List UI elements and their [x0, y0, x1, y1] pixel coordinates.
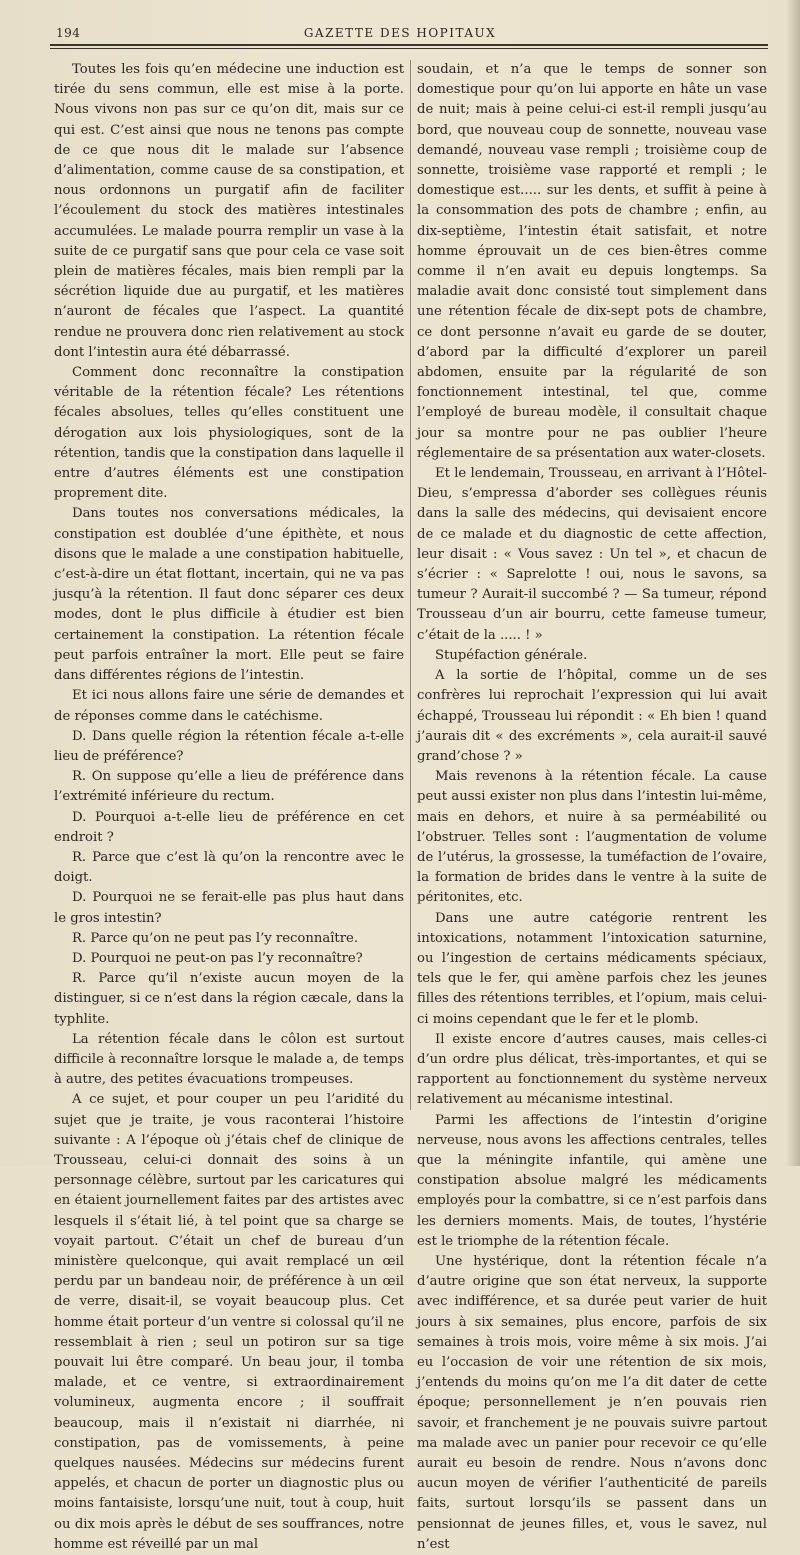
- paragraph: R. On suppose qu’elle a lieu de préférence dans l’extrémité inférieure du rectum.: [54, 769, 404, 805]
- paragraph: La rétention fécale dans le côlon est surtout difficile à reconnaître lorsque le malade a, de temps à autre, des petites évacuations trompeuses.: [54, 1031, 404, 1088]
- running-title: GAZETTE DES HOPITAUX: [303, 26, 497, 40]
- paragraph: A ce sujet, et pour couper un peu l’aridité du sujet que je traite, je vous raconterai l’histoire suivante : A l’époque où j’étais chef de clinique de Trousseau, celui-ci donnait des soins à un personnage célèbre, surtout par les caricatures qui en étaient journellement faites par des artistes avec lesquels il s’était lié, à tel point que sa charge se voyait partout. C’était un chef de bureau d’un ministère quelconque, qui avait remplacé un œil perdu par un bandeau noir, de préférence à un œil de verre, disait-il, se voyait beaucoup plus. Cet homme était porteur d’un ventre si colossal qu’il ne ressemblait à rien ; seul un potiron sur sa tige pouvait lui être comparé. Un beau jour, il tomba malade, et ce ventre, si extraordinairement volumineux, augmenta encore ; il souffrait beaucoup, mais il n’existait ni diarrhée, ni constipation, pas de vomissements, à peine quelques nausées. Médecins sur médecins furent appelés, et chacun de porter un diagnostic plus ou moins fantaisiste, lorsqu’une nuit, tout à coup, huit ou dix mois après le début de ses souffrances, notre homme est réveillé par un mal: [54, 1092, 404, 1552]
- paragraph: Comment donc reconnaître la constipation véritable de la rétention fécale? Les rétentions fécales absolues, telles qu’elles constituent une dérogation aux lois physiologiques, sont de la rétention, tandis que la constipation dans laquelle il entre d’autres éléments est une constipation proprement dite.: [54, 365, 404, 502]
- paragraph: D. Pourquoi a-t-elle lieu de préférence en cet endroit ?: [54, 809, 404, 845]
- right-column: [417, 60, 767, 1555]
- column-divider: [410, 60, 411, 1110]
- left-column: [54, 60, 404, 1555]
- paragraph: Dans une autre catégorie rentrent les intoxications, notamment l’intoxication saturnine, ou l’ingestion de certains médicaments spéciaux, tels que le fer, qui amène parfois chez les jeunes filles des rétentions terribles, et l’opium, mais celui-ci moins cependant que le fer et le plomb.: [417, 910, 767, 1027]
- paragraph: soudain, et n’a que le temps de sonner son domestique pour qu’on lui apporte en hâte un vase de nuit; mais à peine celui-ci est-il rempli jusqu’au bord, que nouveau coup de sonnette, nouveau vase demandé, nouveau vase rempli ; troisième coup de sonnette, troisième vase rapporté et rempli ; le domestique est..... sur les dents, et suffit à peine à la consommation des pots de chambre ; enfin, au dix-septième, l’intestin était satisfait, et notre homme éprouvait un de ces bien-êtres comme comme il n’en avait eu depuis longtemps. Sa maladie avait donc consisté tout simplement dans une rétention fécale de dix-sept pots de chambre, ce dont personne n’avait eu garde de se douter, d’abord par la difficulté d’explorer un pareil abdomen, ensuite par la régularité de son fonctionnement intestinal, tel que, comme l’employé de bureau modèle, il consultait chaque jour sa montre pour ne pas oublier l’heure réglementaire de sa présentation aux water-closets.: [417, 62, 767, 461]
- paragraph: Mais revenons à la rétention fécale. La cause peut aussi exister non plus dans l’intestin lui-même, mais en dehors, et nuire à sa perméabilité ou l’obstruer. Telles sont : l’augmentation de volume de l’utérus, la grossesse, la tuméfaction de l’ovaire, la formation de brides dans le ventre à la suite de péritonites, etc.: [417, 769, 767, 906]
- paragraph: R. Parce qu’on ne peut pas l’y reconnaître.: [72, 930, 359, 946]
- page-header: [0, 22, 800, 46]
- paragraph: A la sortie de l’hôpital, comme un de ses confrères lui reprochait l’expression qui lui avait échappé, Trousseau lui répondit : « Eh bien ! quand j’aurais dit « des excréments », cela aurait-il sauvé grand’chose ? »: [417, 668, 767, 764]
- paragraph: D. Dans quelle région la rétention fécale a-t-elle lieu de préférence?: [54, 728, 404, 764]
- paragraph: D. Pourquoi ne peut-on pas l’y reconnaître?: [72, 950, 363, 966]
- paragraph: Et le lendemain, Trousseau, en arrivant à l’Hôtel-Dieu, s’empressa d’aborder ses collègues réunis dans la salle des médecins, qui devisaient encore de ce malade et du diagnostic de cette affection, leur disait : « Vous savez : Un tel », et chacun de s’écrier : « Saprelotte ! oui, nous le savons, sa tumeur ? Aurait-il succombé ? — Sa tumeur, répond Trousseau d’un air bourru, cette fameuse tumeur, c’était de la ..... ! »: [417, 466, 767, 643]
- paragraph: Stupéfaction générale.: [435, 647, 588, 663]
- page-number: 194: [56, 26, 81, 40]
- paragraph: R. Parce qu’il n’existe aucun moyen de la distinguer, si ce n’est dans la région cæcale, dans la typhlite.: [54, 971, 404, 1027]
- paragraph: D. Pourquoi ne se ferait-elle pas plus haut dans le gros intestin?: [54, 890, 404, 926]
- paragraph: Toutes les fois qu’en médecine une induction est tirée du sens commun, elle est mise à la porte. Nous vivons non pas sur ce qu’on dit, mais sur ce qui est. C’est ainsi que nous ne tenons pas compte de ce que nous dit le malade sur l’absence d’alimentation, comme cause de sa constipation, et nous ordonnons un purgatif afin de faciliter l’écoulement du stock des matières intestinales accumulées. Le malade pourra remplir un vase à la suite de ce purgatif sans que pour cela ce vase soit plein de matières fécales, mais bien rempli par la sécrétion liquide due au purgatif, et les matières n’auront de fécales que l’aspect. La quantité rendue ne prouvera donc rien relativement au stock dont l’intestin aura été débarrassé.: [54, 62, 404, 360]
- page-edge-shadow: [786, 0, 800, 1166]
- paragraph: Dans toutes nos conversations médicales, la constipation est doublée d’une épithète, et nous disons que le malade a une constipation habituelle, c’est-à-dire un état flottant, incertain, qui ne va pas jusqu’à la rétention. Il faut donc séparer ces deux modes, dont le plus difficile à étudier est bien certainement la constipation. La rétention fécale peut parfois entraîner la mort. Elle peut se faire dans différentes régions de l’intestin.: [54, 506, 404, 684]
- paragraph: R. Parce que c’est là qu’on la rencontre avec le doigt.: [54, 849, 404, 886]
- paragraph: Une hystérique, dont la rétention fécale n’a d’autre origine que son état nerveux, la supporte avec indifférence, et sa durée peut varier de huit jours à six semaines, plus encore, parfois de six semaines à trois mois, voire même à six mois. J’ai eu l’occasion de voir une rétention de six mois, j’entends du moins qu’on me l’a dit dater de cette époque; personnellement je n’en pouvais rien savoir, et franchement je ne pouvais suivre partout ma malade avec un panier pour recevoir ce qu’elle aurait eu besoin de rendre. Nous n’avons donc aucun moyen de vérifier l’authenticité de pareils faits, surtout lorsqu’ils se passent dans un pensionnat de jeunes filles, et, vous le savez, nul n’est: [417, 1253, 767, 1552]
- header-rule-thin: [50, 48, 768, 49]
- paragraph: Parmi les affections de l’intestin d’origine nerveuse, nous avons les affections centrales, telles que la méningite infantile, qui amène une constipation absolue malgré les médicaments employés pour la combattre, si ce n’est parfois dans les derniers moments. Mais, de toutes, l’hystérie est le triomphe de la rétention fécale.: [417, 1112, 767, 1249]
- header-rule-thick: [50, 44, 768, 46]
- paragraph: Il existe encore d’autres causes, mais celles-ci d’un ordre plus délicat, très-importantes, et qui se rapportent au fonctionnement du système nerveux relativement au mécanisme intestinal.: [417, 1031, 767, 1108]
- paragraph: Et ici nous allons faire une série de demandes et de réponses comme dans le catéchisme.: [54, 688, 404, 724]
